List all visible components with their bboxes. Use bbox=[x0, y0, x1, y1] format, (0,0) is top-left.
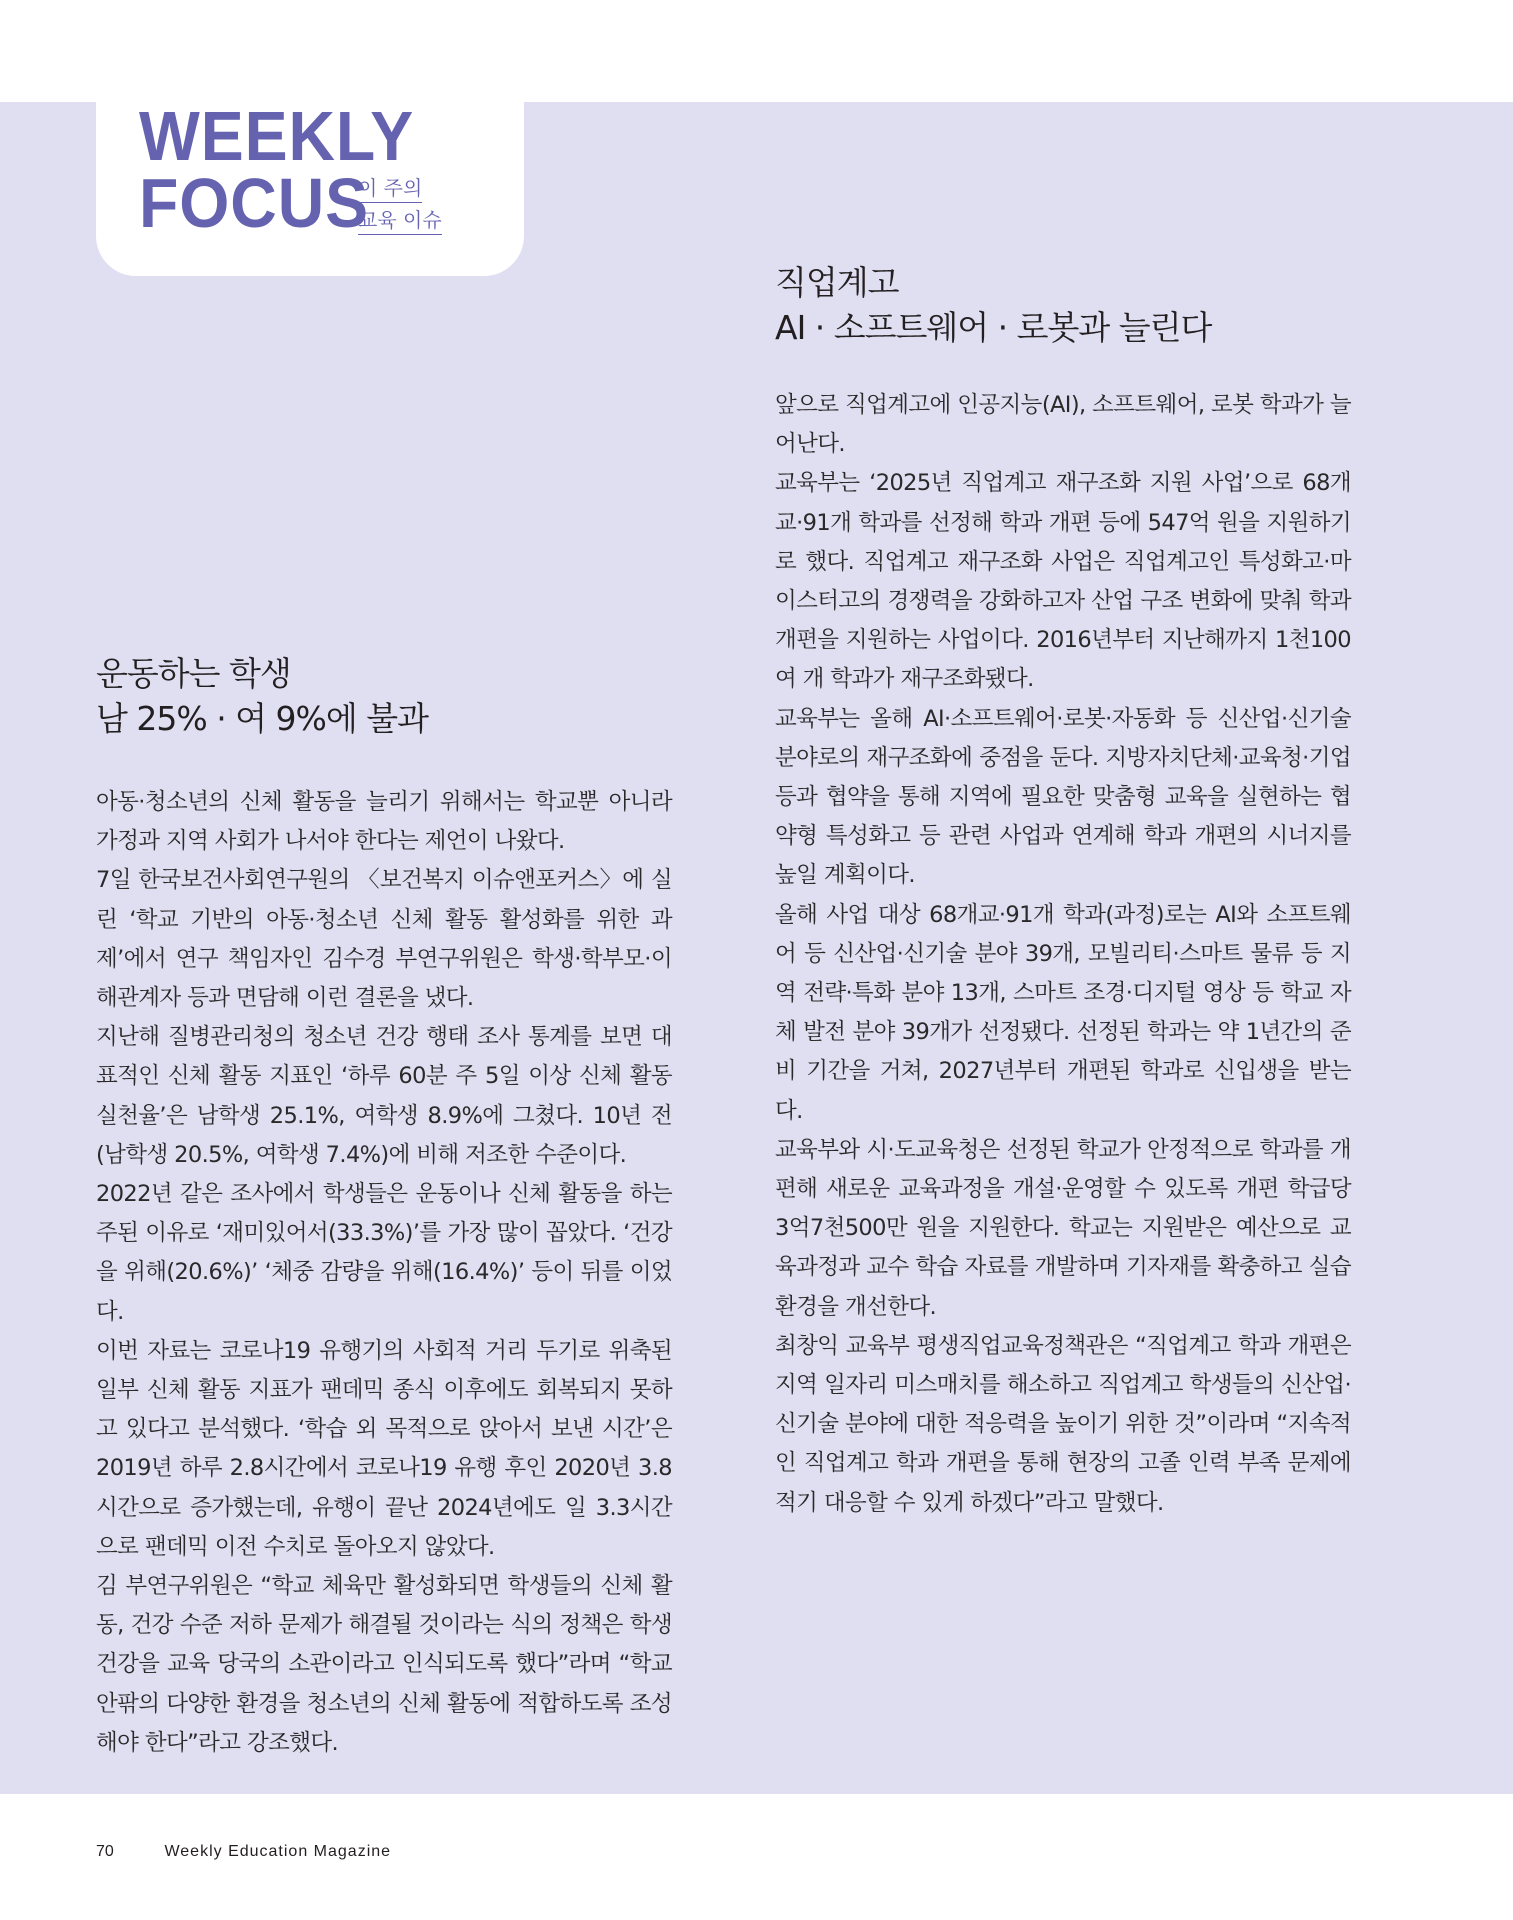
article-paragraph: 최창익 교육부 평생직업교육정책관은 “직업계고 학과 개편은 지역 일자리 미스매치를 해소하고 직업계고 학생들의 신산업·신기술 분야에 대한 적응력을 높이기 위한 것”이라며 “지속적인 직업계고 학과 개편을 통해 현장의 고졸 인력 부족 문제에 적기 대응할 수 있게 하겠다”라고 말했다. bbox=[775, 1332, 1351, 1516]
article-headline bbox=[775, 260, 1351, 350]
section-subtitle-line2: 교육 이슈 bbox=[358, 208, 442, 235]
headline-line1: 운동하는 학생 bbox=[96, 654, 291, 693]
headline-line1: 직업계고 bbox=[775, 263, 899, 302]
article-paragraph: 김 부연구위원은 “학교 체육만 활성화되면 학생들의 신체 활동, 건강 수준 저하 문제가 해결될 것이라는 식의 정책은 학생 건강을 교육 당국의 소관이라고 인식되도록 했다”라며 “학교 안팎의 다양한 환경을 청소년의 신체 활동에 적합하도록 조성해야 한다”라고 강조했다. bbox=[96, 1573, 672, 1756]
article-student-physical-activity bbox=[96, 651, 672, 1763]
article-paragraph: 교육부는 올해 AI·소프트웨어·로봇·자동화 등 신산업·신기술 분야로의 재구조화에 중점을 둔다. 지방자치단체·교육청·기업 등과 협약을 통해 지역에 필요한 맞춤형 교육을 실현하는 협약형 특성화고 등 관련 사업과 연계해 학과 개편의 시너지를 높일 계획이다. bbox=[775, 705, 1351, 889]
article-paragraph: 올해 사업 대상 68개교·91개 학과(과정)로는 AI와 소프트웨어 등 신산업·신기술 분야 39개, 모빌리티·스마트 물류 등 지역 전략·특화 분야 13개, 스마트 조경·디지털 영상 등 학교 자체 발전 분야 39개가 선정됐다. 선정된 학과는 약 1년간의 준비 기간을 거쳐, 2027년부터 개편된 학과로 신입생을 받는다. bbox=[775, 901, 1351, 1124]
headline-line2: AI · 소프트웨어 · 로봇과 늘린다 bbox=[775, 308, 1212, 347]
brand-title-weekly: WEEKLY bbox=[139, 97, 415, 175]
article-paragraph: 교육부는 ‘2025년 직업계고 재구조화 지원 사업’으로 68개교·91개 학과를 선정해 학과 개편 등에 547억 원을 지원하기로 했다. 직업계고 재구조화 사업은 직업계고인 특성화고·마이스터고의 경쟁력을 강화하고자 산업 구조 변화에 맞춰 학과 개편을 지원하는 사업이다. 2016년부터 지난해까지 1천100여 개 학과가 재구조화됐다. bbox=[775, 470, 1351, 693]
article-paragraph: 아동·청소년의 신체 활동을 늘리기 위해서는 학교뿐 아니라 가정과 지역 사회가 나서야 한다는 제언이 나왔다. bbox=[96, 789, 672, 855]
article-headline bbox=[96, 651, 672, 741]
article-paragraph: 이번 자료는 코로나19 유행기의 사회적 거리 두기로 위축된 일부 신체 활동 지표가 팬데믹 종식 이후에도 회복되지 못하고 있다고 분석했다. ‘학습 외 목적으로 앉아서 보낸 시간’은 2019년 하루 2.8시간에서 코로나19 유행 후인 2020년 3.8시간으로 증가했는데, 유행이 끝난 2024년에도 일 3.3시간으로 팬데믹 이전 수치로 돌아오지 않았다. bbox=[96, 1337, 672, 1560]
article-body bbox=[775, 386, 1351, 1523]
page-footer bbox=[96, 1843, 391, 1861]
magazine-title: Weekly Education Magazine bbox=[164, 1843, 392, 1860]
article-paragraph: 앞으로 직업계고에 인공지능(AI), 소프트웨어, 로봇 학과가 늘어난다. bbox=[775, 392, 1351, 458]
page-number: 70 bbox=[96, 1843, 114, 1860]
article-paragraph: 지난해 질병관리청의 청소년 건강 행태 조사 통계를 보면 대표적인 신체 활동 지표인 ‘하루 60분 주 5일 이상 신체 활동 실천율’은 남학생 25.1%, 여학생 8.9%에 그쳤다. 10년 전(남학생 20.5%, 여학생 7.4%)에 비해 저조한 수준이다. bbox=[96, 1024, 672, 1168]
headline-line2: 남 25% · 여 9%에 불과 bbox=[96, 699, 429, 738]
article-body bbox=[96, 783, 672, 1763]
section-subtitle-line1: 이 주의 bbox=[358, 176, 422, 203]
article-vocational-high-school bbox=[775, 260, 1351, 1523]
article-paragraph: 교육부와 시·도교육청은 선정된 학교가 안정적으로 학과를 개편해 새로운 교육과정을 개설·운영할 수 있도록 개편 학급당 3억7천500만 원을 지원한다. 학교는 지원받은 예산으로 교육과정과 교수 학습 자료를 개발하며 기자재를 확충하고 실습 환경을 개선한다. bbox=[775, 1136, 1351, 1320]
article-paragraph: 2022년 같은 조사에서 학생들은 운동이나 신체 활동을 하는 주된 이유로 ‘재미있어서(33.3%)’를 가장 많이 꼽았다. ‘건강을 위해(20.6%)’ ‘체중 감량을 위해(16.4%)’ 등이 뒤를 이었다. bbox=[96, 1181, 672, 1325]
brand-title-focus: FOCUS bbox=[139, 164, 369, 242]
article-paragraph: 7일 한국보건사회연구원의 〈보건복지 이슈앤포커스〉에 실린 ‘학교 기반의 아동·청소년 신체 활동 활성화를 위한 과제’에서 연구 책임자인 김수경 부연구위원은 학생·학부모·이해관계자 등과 면담해 이런 결론을 냈다. bbox=[96, 867, 672, 1012]
